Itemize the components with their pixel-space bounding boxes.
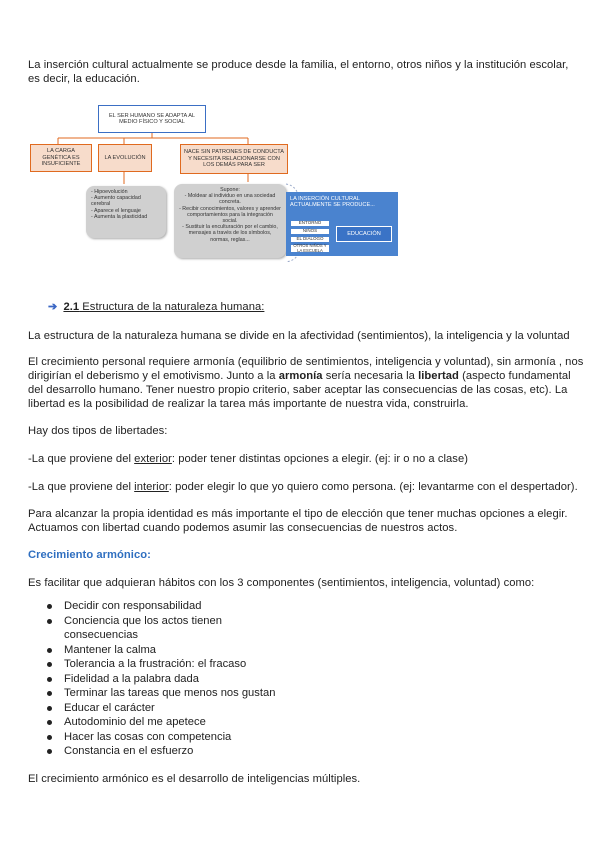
diagram-insertion-title: LA INSERCIÓN CULTURAL ACTUALMENTE SE PRODUCE... — [290, 196, 375, 209]
tipos-libertad: Hay dos tipos de libertades: — [28, 425, 168, 437]
diagram-insertion-item-4: OTROS NIÑOS Y LA ESCUELA — [290, 244, 330, 253]
diagram-insertion-item-3: EL DIÁLOGO — [290, 236, 330, 243]
list-item: Terminar las tareas que menos nos gustan — [28, 686, 275, 701]
exterior-underlined: exterior — [134, 453, 172, 465]
list-item: Constancia en el esfuerzo — [28, 744, 275, 759]
list-item: Hacer las cosas con competencia — [28, 730, 275, 745]
diagram-supone-detail: Supone: - Moldear al individuo en una sociedad concreta. - Recibir conocimientos, valores y aprender comportamientos para la integración social. - Sustituir la enculturación por el cambio, mensajes a través de los símbolos, normas, reglas... — [174, 184, 286, 258]
section-heading — [48, 300, 264, 314]
intro-line-2: es decir, la educación. — [28, 73, 140, 85]
crecimiento-line-2-part-1: dirigirían el deberismo y el emotivismo. Junto a la — [28, 370, 279, 382]
armonia-bold: armonía — [278, 370, 323, 382]
crecimiento-line-2 — [28, 369, 571, 383]
libertad-interior-part-2: : poder elegir lo que yo quiero como persona. (ej: levantarme con el despertador). — [168, 481, 578, 493]
list-item-continuation: consecuencias — [64, 629, 139, 641]
habitos-list — [28, 599, 275, 759]
libertad-bold: libertad — [418, 370, 459, 382]
final-paragraph: El crecimiento armónico es el desarrollo de inteligencias múltiples. — [28, 773, 361, 785]
section-title: Estructura de la naturaleza humana: — [79, 301, 265, 313]
crecimiento-line-2-part-2: sería necesaria la — [322, 370, 419, 382]
diagram-education-box: EDUCACIÓN — [336, 226, 392, 242]
list-item: Mantener la calma — [28, 643, 275, 658]
libertad-interior — [28, 480, 578, 494]
diagram-genetic-box: LA CARGA GENÉTICA ES INSUFICIENTE — [30, 144, 92, 172]
libertad-exterior-part-1: -La que proviene del — [28, 453, 135, 465]
libertad-exterior-part-2: : poder tener distintas opciones a elegir. (ej: ir o no a clase) — [171, 453, 468, 465]
crecimiento-armonico-heading: Crecimiento armónico: — [28, 549, 151, 561]
section-number: 2.1 — [63, 301, 80, 313]
list-item: Conciencia que los actos tienen — [28, 614, 275, 629]
crecimiento-line-1: El crecimiento personal requiere armonía (equilibrio de sentimientos, inteligencia y voluntad), sin armonía , nos — [28, 356, 584, 368]
interior-underlined: interior — [134, 481, 169, 493]
list-item: Educar el carácter — [28, 701, 275, 716]
list-item: Autodominio del me apetece — [28, 715, 275, 730]
list-item: Fidelidad a la palabra dada — [28, 672, 275, 687]
concept-diagram — [28, 100, 398, 262]
list-item: Tolerancia a la frustración: el fracaso — [28, 657, 275, 672]
diagram-evolution-detail: - Hipoevolución - Aumento capacidad cerebral - Aparece el lenguaje - Aumenta la plasticidad — [86, 186, 166, 238]
diagram-evolution-box: LA EVOLUCIÓN — [98, 144, 152, 172]
alcanzar-line-1: Para alcanzar la propia identidad es más importante el tipo de elección que tener muchas opciones a elegir. — [28, 508, 568, 520]
diagram-insertion-item-2: NIÑOS — [290, 228, 330, 235]
list-item: Decidir con responsabilidad — [28, 599, 275, 614]
facilitar-paragraph: Es facilitar que adquieran hábitos con los 3 componentes (sentimientos, inteligencia, voluntad) como: — [28, 577, 535, 589]
crecimiento-line-2-part-3: (aspecto fundamental — [458, 370, 571, 382]
alcanzar-line-2: Actuamos con libertad cuando podemos asumir las consecuencias de nuestros actos. — [28, 522, 458, 534]
crecimiento-line-3: del desarrollo humano. Tener nuestro propio criterio, saber aceptar las consecuencias de las cosas, etc). La — [28, 384, 568, 396]
intro-line-1: La inserción cultural actualmente se produce desde la familia, el entorno, otros niños y la institución escolar, — [28, 59, 569, 71]
diagram-relations-box: NACE SIN PATRONES DE CONDUCTA Y NECESITA RELACIONARSE CON LOS DEMÁS PARA SER — [180, 144, 288, 174]
crecimiento-line-4: libertad es la posibilidad de realizar la tarea más importante de nuestra vida, construirla. — [28, 398, 469, 410]
libertad-interior-part-1: -La que proviene del — [28, 481, 135, 493]
diagram-insertion-item-1: ENTORNO — [290, 220, 330, 227]
libertad-exterior — [28, 452, 468, 466]
arrow-right-icon: ➔ — [48, 301, 58, 313]
estructura-paragraph: La estructura de la naturaleza humana se divide en la afectividad (sentimientos), la inteligencia y la voluntad — [28, 330, 570, 342]
diagram-top-box: EL SER HUMANO SE ADAPTA AL MEDIO FÍSICO Y SOCIAL — [98, 105, 206, 133]
